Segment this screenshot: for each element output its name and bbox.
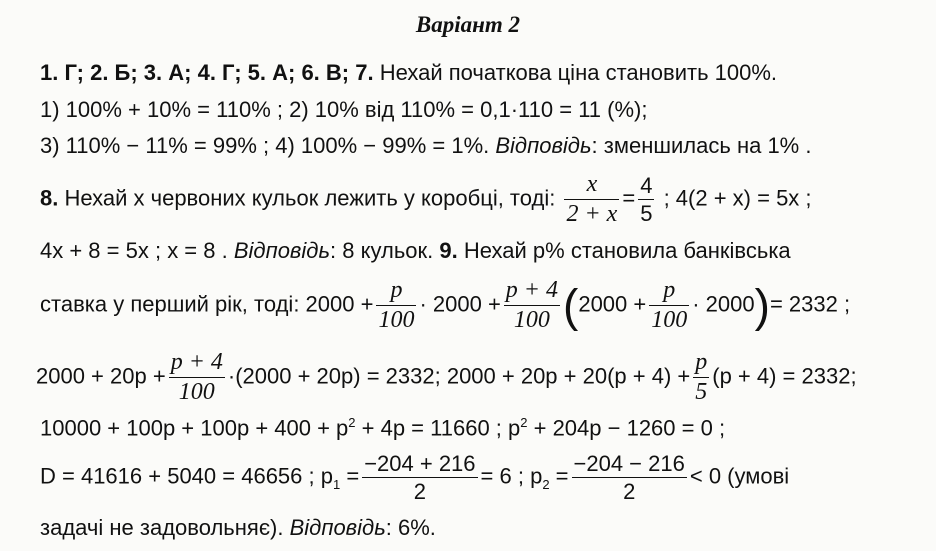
answer-label: Відповідь — [233, 238, 331, 263]
task9-number: 9. — [439, 238, 458, 263]
open-paren: ( — [563, 279, 579, 332]
task7-step1: 1) 100% + 10% = 110% ; 2) 10% від 110% = 0,1·110 = 11 (%); — [40, 97, 648, 122]
equals-sign: = — [622, 185, 636, 211]
task7-intro: Нехай початкова ціна становить 100%. — [379, 60, 778, 85]
fraction-denominator: 5 — [695, 379, 708, 406]
task8-equation-line — [40, 172, 812, 227]
task9-eq-mid: · 2000 + — [419, 291, 501, 317]
quadratic-part1: 10000 + 100p + 100p + 400 + p — [40, 415, 349, 441]
task7-step2 — [40, 135, 811, 157]
equals-sign: = — [340, 463, 360, 489]
root1-fraction — [362, 452, 477, 503]
fraction-denominator: 2 — [413, 479, 426, 505]
task9-answer: : 6%. — [385, 515, 436, 540]
variant-title: Варіант 2 — [415, 12, 521, 37]
task8-equation: ; 4(2 + x) = 5x ; — [663, 185, 812, 211]
subscript: 1 — [332, 476, 341, 492]
close-paren: ) — [754, 279, 770, 332]
line-answers — [40, 62, 777, 84]
fraction-numerator: p — [693, 350, 709, 378]
discriminant-line — [40, 452, 789, 503]
root1-value: = 6 ; p — [480, 463, 543, 489]
fraction-numerator: −204 + 216 — [362, 452, 477, 478]
task9-eq-inner-end: · 2000 — [692, 291, 755, 317]
fraction-p-over-5 — [693, 350, 709, 405]
fraction-numerator: 4 — [638, 174, 654, 200]
discriminant: D = 41616 + 5040 = 46656 ; p — [40, 463, 333, 489]
task8-solution-line — [40, 240, 791, 262]
task9-eq-inner: 2000 + — [578, 291, 647, 317]
task9-intro: Нехай p% становила банківська — [463, 238, 791, 263]
fraction-numerator: p — [376, 278, 416, 306]
task8-number: 8. — [40, 185, 59, 211]
exponent: 2 — [348, 415, 356, 430]
fraction-p-over-100 — [649, 278, 689, 333]
fraction-p4-over-100 — [169, 350, 225, 405]
root2-fraction — [572, 452, 687, 503]
subscript: 2 — [542, 476, 550, 492]
fraction-numerator: x — [564, 172, 619, 200]
task9-simplified-line — [36, 350, 857, 405]
fraction-p-over-100 — [376, 278, 416, 333]
answer-label: Відповідь — [495, 133, 592, 158]
equals-sign: = — [549, 463, 569, 489]
fraction-numerator: p + 4 — [169, 350, 225, 378]
task7-answer: : зменшилась на 1% . — [591, 133, 812, 158]
fraction-denominator: 5 — [640, 201, 653, 227]
task8-answer: : 8 кульок. — [330, 238, 434, 263]
quadratic-part2: + 4p = 11660 ; p — [355, 415, 521, 441]
task9-eq-end: = 2332 ; — [769, 291, 851, 317]
task9-eq-start: ставка у перший рік, тоді: 2000 + — [40, 291, 374, 317]
fraction-numerator: −204 − 216 — [572, 452, 687, 478]
fraction-denominator: 100 — [513, 307, 550, 334]
answer-label: Відповідь — [289, 515, 386, 540]
quadratic-line — [40, 416, 725, 439]
fraction-4-over-5 — [638, 174, 654, 225]
fraction-x-over-2plusx — [564, 172, 619, 227]
task8-solve: 4x + 8 = 5x ; x = 8 . — [40, 238, 228, 263]
root2-note: < 0 (умові — [689, 463, 790, 489]
fraction-denominator: 100 — [378, 307, 415, 334]
quadratic-part3: + 204p − 1260 = 0 ; — [527, 415, 726, 441]
simplified-start: 2000 + 20p + — [36, 363, 166, 389]
condition-note: задачі не задовольняє). — [40, 515, 284, 540]
fraction-numerator: p + 4 — [504, 278, 560, 306]
fraction-denominator: 2 — [623, 479, 636, 505]
task7-calc: 3) 110% − 11% = 99% ; 4) 100% − 99% = 1%. — [40, 133, 490, 158]
answers-list: 1. Г; 2. Б; 3. А; 4. Г; 5. А; 6. В; 7. — [40, 60, 374, 85]
fraction-denominator: 2 + x — [566, 201, 618, 228]
final-answer-line — [40, 517, 436, 539]
simplified-mid: ·(2000 + 20p) = 2332; 2000 + 20p + 20(p + 4) + — [227, 363, 691, 389]
fraction-numerator: p — [649, 278, 689, 306]
exponent: 2 — [520, 415, 528, 430]
fraction-p4-over-100 — [504, 278, 560, 333]
fraction-denominator: 100 — [651, 307, 688, 334]
task8-text: Нехай x червоних кульок лежить у коробці, тоді: — [64, 185, 556, 211]
task9-equation-line — [40, 278, 850, 333]
fraction-denominator: 100 — [178, 379, 215, 406]
simplified-end: (p + 4) = 2332; — [712, 363, 857, 389]
